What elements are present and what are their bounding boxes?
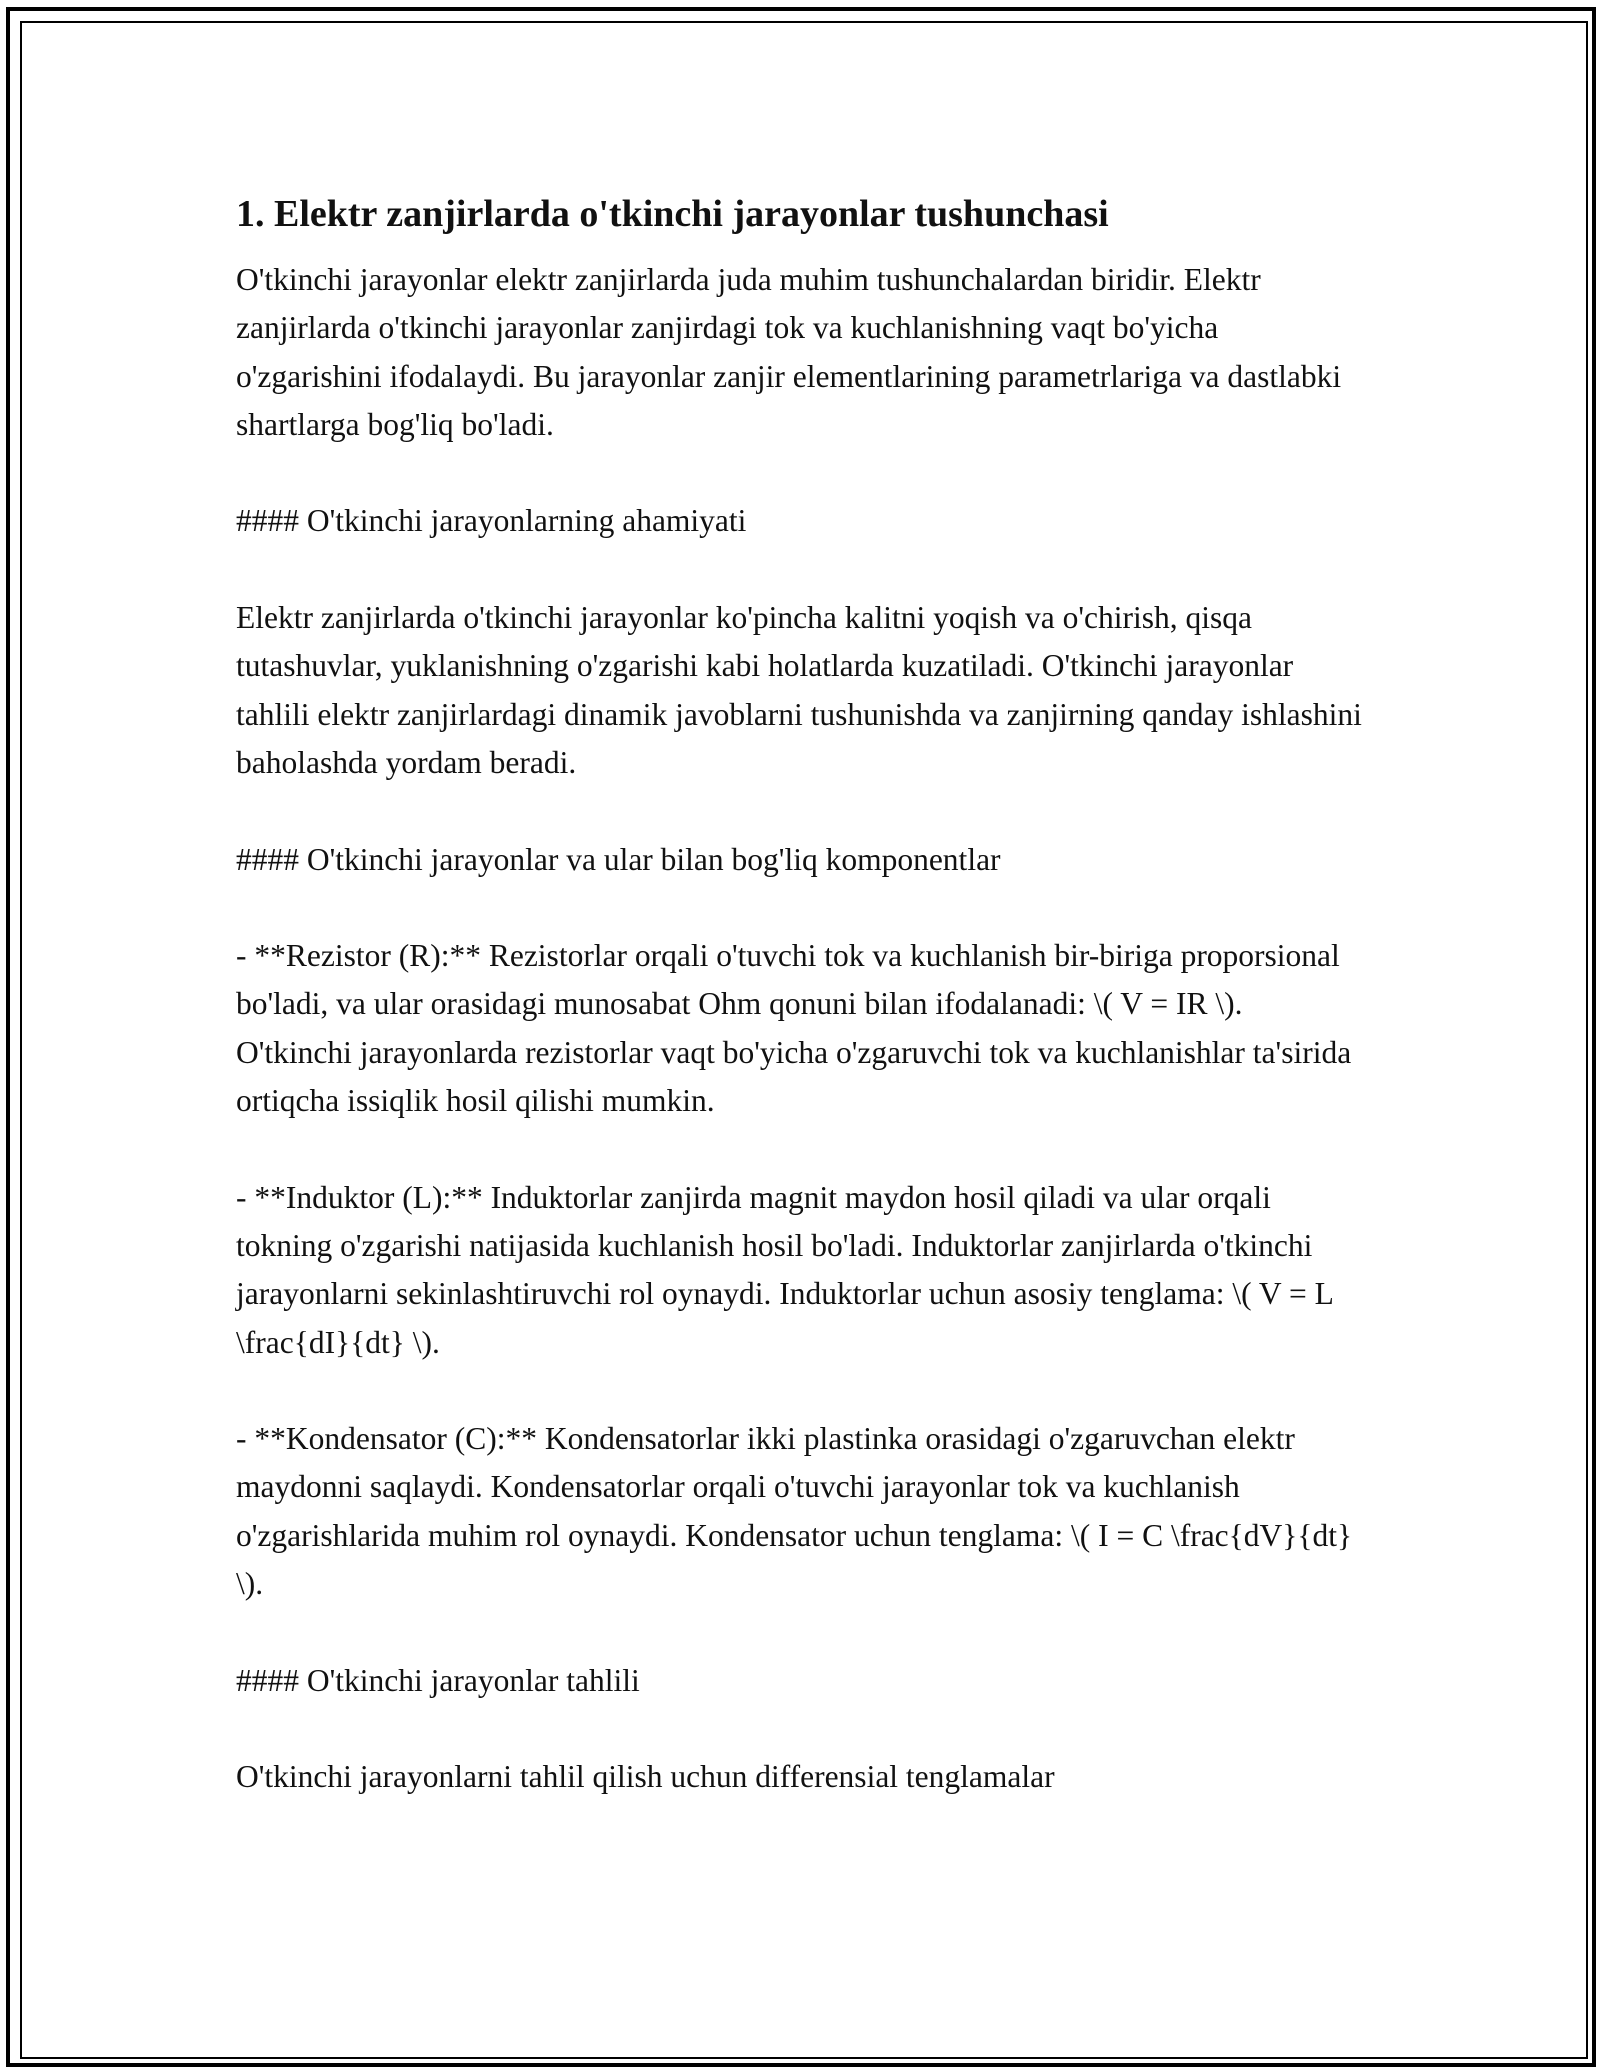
subheading-importance: #### O'tkinchi jarayonlarning ahamiyati bbox=[236, 503, 747, 539]
page-title: 1. Elektr zanjirlarda o'tkinchi jarayonlar tushunchasi bbox=[236, 193, 1109, 235]
paragraph-intro: O'tkinchi jarayonlar elektr zanjirlarda juda muhim tushunchalardan biridir. Elektr zanjirlarda o'tkinchi jarayonlar zanjirdagi tok va kuchlanishning vaqt bo'yicha o'zgarishini ifodalaydi. Bu jarayonlar zanjir elementlarining parametrlariga va dastlabki shartlarga bog'liq bo'ladi. bbox=[236, 262, 1342, 442]
document-body bbox=[236, 188, 1366, 1802]
paragraph-importance: Elektr zanjirlarda o'tkinchi jarayonlar ko'pincha kalitni yoqish va o'chirish, qisqa tutashuvlar, yuklanishning o'zgarishi kabi holatlarda kuzatiladi. O'tkinchi jarayonlar tahlili elektr zanjirlardagi dinamik javoblarni tushunishda va zanjirning qanday ishlashini baholashda yordam beradi. bbox=[236, 600, 1362, 780]
list-item-resistor: - **Rezistor (R):** Rezistorlar orqali o'tuvchi tok va kuchlanish bir-biriga proporsional bo'ladi, va ular orasidagi munosabat Ohm qonuni bilan ifodalanadi: \( V = IR \). O'tkinchi jarayonlarda rezistorlar vaqt bo'yicha o'zgaruvchi tok va kuchlanishlar ta'sirida ortiqcha issiqlik hosil qilishi mumkin. bbox=[236, 938, 1352, 1119]
list-item-inductor: - **Induktor (L):** Induktorlar zanjirda magnit maydon hosil qiladi va ular orqali tokning o'zgarishi natijasida kuchlanish hosil bo'ladi. Induktorlar zanjirlarda o'tkinchi jarayonlarni sekinlashtiruvchi rol oynaydi. Induktorlar uchun asosiy tenglama: \( V = L \frac{dI}{dt} \). bbox=[236, 1179, 1333, 1360]
paragraph-analysis: O'tkinchi jarayonlarni tahlil qilish uchun differensial tenglamalar bbox=[236, 1759, 1055, 1795]
list-item-capacitor: - **Kondensator (C):** Kondensatorlar ikki plastinka orasidagi o'zgaruvchan elektr maydonni saqlaydi. Kondensatorlar orqali o'tuvchi jarayonlar tok va kuchlanish o'zgarishlarida muhim rol oynaydi. Kondensator uchun tenglama: \( I = C \frac{dV}{dt} \). bbox=[236, 1421, 1353, 1602]
subheading-analysis: #### O'tkinchi jarayonlar tahlili bbox=[236, 1662, 640, 1698]
subheading-components: #### O'tkinchi jarayonlar va ular bilan bog'liq komponentlar bbox=[236, 841, 1001, 877]
